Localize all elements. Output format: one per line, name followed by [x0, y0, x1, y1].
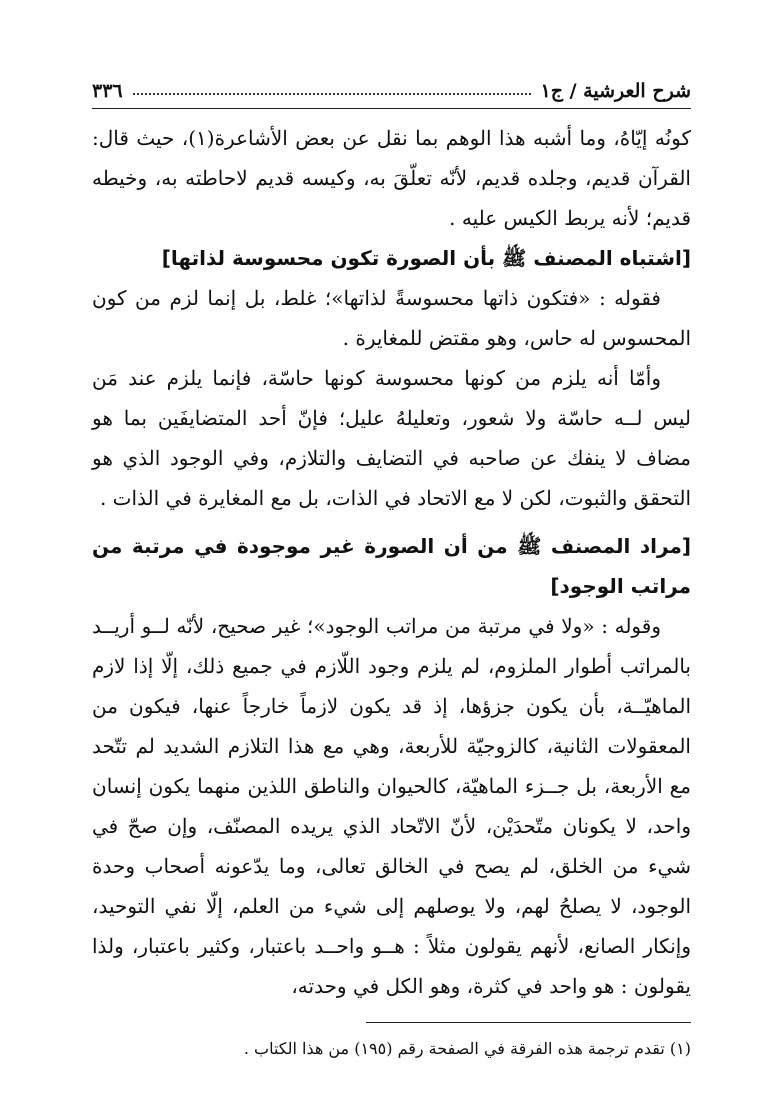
section-heading-1: [اشتباه المصنف ﷺ بأن الصورة تكون محسوسة لذاتها]	[161, 246, 691, 270]
paragraph-3: وأمّا أنه يلزم من كونها محسوسة كونها حاسّة، فإنما يلزم عند مَن ليس لــه حاسّة ولا شعور، وتعليلهُ عليل؛ فإنّ أحد المتضايفَين بما هو مضاف لا ينفك عن صاحبه في التضايف والتلازم، وفي الوجود الذي هو التحقق والثبوت، لكن لا مع الاتحاد في الذات، بل مع المغايرة في الذات .	[92, 366, 691, 510]
book-title: شرح العرشية / ج١	[540, 80, 691, 102]
paragraph-1: كونُه إيّاهُ، وما أشبه هذا الوهم بما نقل عن بعض الأشاعرة(١)، حيث قال: القرآن قديم، وجلده قديم، لأنّه تعلّقَ به، وكيسه قديم لاحاطته به، وخيطه قديم؛ لأنه يربط الكيس عليه .	[92, 126, 691, 230]
footnote: (١) تقدم ترجمة هذه الفرقة في الصفحة رقم (١٩٥) من هذا الكتاب .	[243, 1039, 691, 1058]
page-number: ٣٣٦	[92, 80, 123, 102]
section-heading-2: [مراد المصنف ﷺ من أن الصورة غير موجودة في مرتبة من مراتب الوجود]	[92, 534, 691, 598]
header-dotted-leader	[133, 93, 531, 95]
paragraph-2: فقوله : «فتكون ذاتها محسوسةً لذاتها»؛ غلط، بل إنما لزم من كون المحسوس له حاس، وهو مقتض للمغايرة .	[92, 286, 691, 350]
running-header	[92, 70, 691, 102]
footnote-rule	[366, 1022, 691, 1023]
paragraph-4: وقوله : «ولا في مرتبة من مراتب الوجود»؛ غير صحيح، لأنّه لــو أريــد بالمراتب أطوار الملزوم، لم يلزم وجود اللّازم في جميع ذلك، إلّا إذا لازم الماهيّــة، بأن يكون جزؤها، إذ قد يكون لازماً خارجاً عنها، فيكون من المعقولات الثانية، كالزوجيّة للأربعة، وهي مع هذا التلازم الشديد لم تتّحد مع الأربعة، بل جــزء الماهيّة، كالحيوان والناطق اللذين منهما يكون إنسان واحد، لا يكونان متّحدَيْن، لأنّ الاتّحاد الذي يريده المصنّف، وإن صحّ في شيء من الخلق، لم يصح في الخالق تعالى، وما يدّعونه أصحاب وحدة الوجود، لا يصلحُ لهم، ولا يوصلهم إلى شيء من العلم، إلّا نفي التوحيد، وإنكار الصانع، لأنهم يقولون مثلاً : هــو واحــد باعتبار، وكثير باعتبار، ولذا يقولون : هو واحد في كثرة، وهو الكل في وحدته،	[92, 614, 691, 998]
header-rule	[92, 108, 691, 109]
main-text	[92, 118, 691, 1006]
